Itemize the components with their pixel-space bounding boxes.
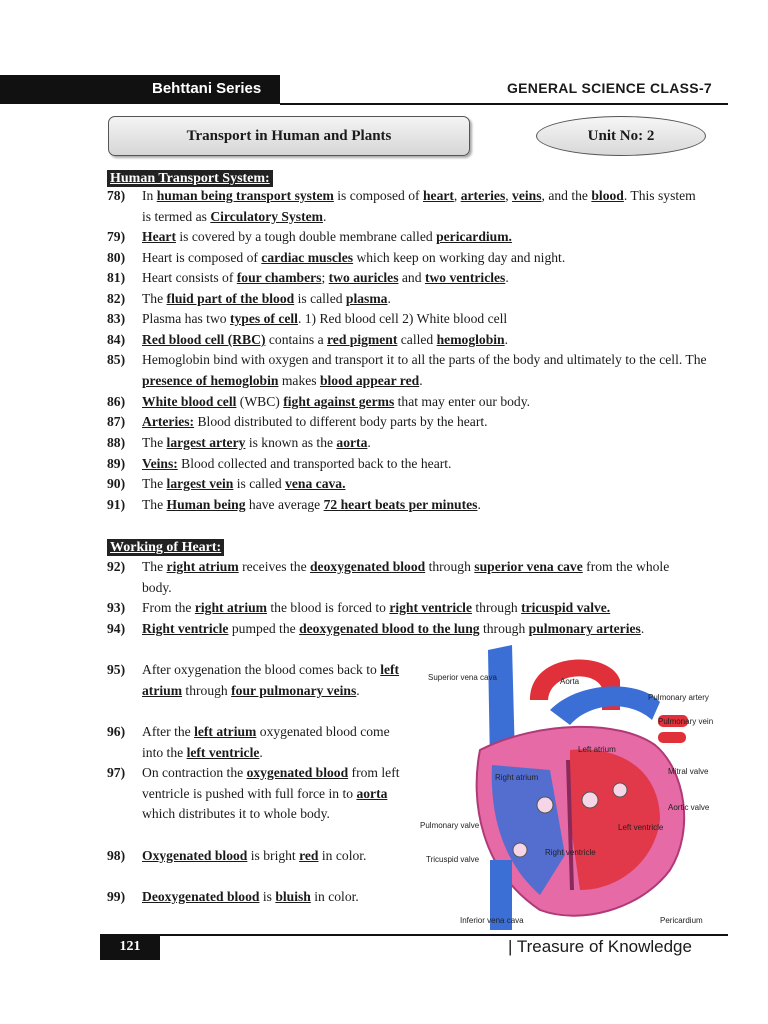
- item-text: [142, 887, 407, 908]
- key-term: 72 heart beats per minutes: [323, 497, 478, 512]
- mitral-valve-shape: [613, 783, 627, 797]
- key-term: oxygenated blood: [246, 765, 349, 780]
- item-text: [142, 660, 407, 701]
- text-segment: The: [142, 435, 167, 450]
- text-segment: The: [142, 476, 167, 491]
- list-item: [107, 289, 707, 310]
- text-segment: contains a: [265, 332, 328, 347]
- key-term: cardiac muscles: [261, 250, 354, 265]
- book-title: | Treasure of Knowledge: [508, 937, 692, 956]
- key-term: Oxygenated blood: [142, 848, 248, 863]
- section-heading-working-heart: Working of Heart:: [107, 539, 224, 556]
- key-term: aorta: [336, 435, 368, 450]
- key-term: blood: [591, 188, 624, 203]
- text-segment: In: [142, 188, 157, 203]
- text-segment: is composed of: [333, 188, 423, 203]
- key-term: Human being: [166, 497, 246, 512]
- key-term: right atrium: [194, 600, 267, 615]
- item-text: [142, 557, 687, 598]
- key-term: two auricles: [328, 270, 399, 285]
- text-segment: .: [640, 621, 645, 636]
- item-number: 81): [107, 270, 126, 285]
- item-number: 94): [107, 621, 126, 636]
- text-segment: (WBC): [236, 394, 284, 409]
- text-segment: have average: [245, 497, 324, 512]
- key-term: four pulmonary veins: [231, 682, 357, 698]
- list-item: [107, 557, 687, 598]
- pulmonary-vein-shape: [658, 732, 686, 743]
- text-segment: through: [479, 621, 529, 636]
- text-segment: .: [505, 270, 509, 285]
- key-term: four chambers: [236, 270, 322, 285]
- key-term: Deoxygenated blood: [142, 889, 260, 904]
- text-segment: .: [259, 744, 263, 760]
- list-item: [107, 330, 707, 351]
- text-segment: ;: [321, 270, 329, 285]
- text-segment: ,: [453, 188, 461, 203]
- item-number: 85): [107, 352, 126, 367]
- list-item: [107, 350, 707, 391]
- key-term: right atrium: [166, 559, 239, 574]
- item-text: [142, 392, 707, 413]
- text-segment: through: [472, 600, 522, 615]
- key-term: Veins:: [142, 456, 178, 471]
- key-term: White blood cell: [142, 394, 237, 409]
- text-segment: Blood collected and transported back to the heart.: [177, 456, 452, 471]
- heart-diagram: [420, 640, 720, 930]
- label-pulmonary-valve: Pulmonary valve: [420, 821, 480, 830]
- class-title: GENERAL SCIENCE CLASS-7: [506, 80, 712, 96]
- label-superior-vena-cava: Superior vena cava: [428, 673, 497, 682]
- text-segment: .: [504, 332, 509, 347]
- item-text: [142, 619, 697, 640]
- item-number: 95): [107, 662, 126, 677]
- text-segment: Heart consists of: [142, 270, 237, 285]
- text-segment: from left ventricle is pushed with full force in to: [142, 765, 400, 801]
- chapter-title: Transport in Human and Plants: [108, 116, 470, 156]
- item-number: 84): [107, 332, 126, 347]
- text-segment: is called: [233, 476, 286, 491]
- item-text: [142, 722, 407, 763]
- item-text: [142, 474, 707, 495]
- item-number: 98): [107, 848, 126, 863]
- item-text: [142, 289, 707, 310]
- text-segment: is bright: [247, 848, 300, 863]
- text-segment: The: [142, 559, 167, 574]
- text-segment: .: [477, 497, 481, 512]
- key-term: Circulatory System: [210, 208, 323, 224]
- text-segment: and: [398, 270, 425, 285]
- list-item: [107, 660, 407, 701]
- text-segment: .: [419, 372, 423, 388]
- item-number: 87): [107, 414, 126, 429]
- text-segment: from the whole body.: [142, 559, 670, 595]
- key-term: Heart: [142, 229, 176, 244]
- key-term: red pigment: [327, 332, 398, 347]
- text-segment: The: [142, 497, 167, 512]
- item-number: 90): [107, 476, 126, 491]
- list-item: [107, 268, 707, 289]
- key-term: left ventricle: [186, 744, 260, 760]
- text-segment: called: [397, 332, 437, 347]
- text-segment: through: [182, 682, 232, 698]
- series-title: Behttani Series: [152, 80, 262, 97]
- item-number: 91): [107, 497, 126, 512]
- pulmonary-artery-shape: [550, 686, 660, 725]
- text-segment: .: [322, 208, 327, 224]
- item-text: [142, 763, 407, 825]
- item-number: 93): [107, 600, 126, 615]
- list-item: [107, 412, 707, 433]
- key-term: veins: [512, 188, 542, 203]
- item-number: 92): [107, 559, 126, 574]
- list-item: [107, 309, 707, 330]
- label-inferior-vena-cava: Inferior vena cava: [460, 916, 524, 925]
- text-segment: , and the: [541, 188, 592, 203]
- item-number: 78): [107, 188, 126, 203]
- tricuspid-valve-shape: [513, 843, 527, 857]
- key-term: fight against germs: [283, 394, 395, 409]
- key-term: aorta: [356, 785, 388, 801]
- item-text: [142, 598, 717, 619]
- key-term: left atrium: [194, 724, 257, 739]
- list-item: [107, 598, 717, 619]
- label-left-ventricle: Left ventricle: [618, 823, 664, 832]
- key-term: pulmonary arteries: [528, 621, 641, 636]
- key-term: heart: [422, 188, 454, 203]
- label-right-ventricle: Right ventricle: [545, 848, 596, 857]
- item-number: 83): [107, 311, 126, 326]
- item-text: [142, 412, 707, 433]
- text-segment: oxygenated blood come into the: [142, 724, 390, 760]
- text-segment: that may enter our body.: [394, 394, 531, 409]
- list-item: [107, 186, 707, 227]
- item-number: 96): [107, 724, 126, 739]
- key-term: fluid part of the blood: [166, 291, 295, 306]
- label-aortic-valve: Aortic valve: [668, 803, 710, 812]
- section-heading-human-transport: Human Transport System:: [107, 170, 273, 187]
- text-segment: which keep on working day and night.: [353, 250, 566, 265]
- item-text: [142, 309, 707, 330]
- key-term: presence of hemoglobin: [142, 372, 279, 388]
- item-number: 89): [107, 456, 126, 471]
- list-item: [107, 887, 407, 908]
- aortic-valve-shape: [582, 792, 598, 808]
- text-segment: is called: [294, 291, 346, 306]
- text-segment: .: [356, 682, 360, 698]
- key-term: vena cava.: [285, 476, 346, 491]
- text-segment: From the: [142, 600, 195, 615]
- key-term: bluish: [275, 889, 311, 904]
- key-term: hemoglobin: [436, 332, 505, 347]
- item-text: [142, 454, 707, 475]
- key-term: right ventricle: [389, 600, 472, 615]
- text-segment: . 1) Red blood cell 2) White blood cell: [297, 311, 508, 326]
- key-term: Red blood cell (RBC): [142, 332, 266, 347]
- text-segment: After oxygenation the blood comes back to: [142, 662, 381, 677]
- label-pulmonary-vein: Pulmonary vein: [658, 717, 714, 726]
- text-segment: Blood distributed to different body parts by the heart.: [194, 414, 488, 429]
- text-segment: Heart is composed of: [142, 250, 262, 265]
- label-pulmonary-artery: Pulmonary artery: [648, 693, 709, 702]
- label-right-atrium: Right atrium: [495, 773, 539, 782]
- text-segment: is covered by a tough double membrane called: [175, 229, 437, 244]
- text-segment: is: [259, 889, 276, 904]
- item-text: [142, 248, 707, 269]
- text-segment: through: [425, 559, 475, 574]
- item-text: [142, 495, 707, 516]
- text-segment: .: [367, 435, 371, 450]
- label-aorta: Aorta: [560, 677, 580, 686]
- item-number: 79): [107, 229, 126, 244]
- item-text: [142, 433, 707, 454]
- header-rule: [280, 103, 728, 105]
- text-segment: On contraction the: [142, 765, 247, 780]
- list-item: [107, 454, 707, 475]
- text-segment: receives the: [238, 559, 310, 574]
- text-segment: .: [387, 291, 391, 306]
- key-term: arteries: [460, 188, 506, 203]
- key-term: superior vena cave: [474, 559, 583, 574]
- key-term: deoxygenated blood to the lung: [299, 621, 480, 636]
- key-term: Arteries:: [142, 414, 195, 429]
- key-term: plasma: [345, 291, 388, 306]
- key-term: blood appear red: [319, 372, 420, 388]
- label-left-atrium: Left atrium: [578, 745, 616, 754]
- page-number: 121: [100, 934, 160, 960]
- item-number: 88): [107, 435, 126, 450]
- list-item: [107, 248, 707, 269]
- list-item: [107, 433, 707, 454]
- list-item: [107, 722, 407, 763]
- text-segment: After the: [142, 724, 195, 739]
- item-number: 97): [107, 765, 126, 780]
- text-segment: makes: [278, 372, 320, 388]
- list-item: [107, 763, 407, 825]
- item-text: [142, 227, 707, 248]
- text-segment: Hemoglobin bind with oxygen and transport it to all the parts of the body and ultimately to the cell. The: [142, 352, 707, 367]
- list-item: [107, 392, 707, 413]
- text-segment: . This system is termed as: [142, 188, 696, 224]
- label-tricuspid-valve: Tricuspid valve: [426, 855, 480, 864]
- key-term: largest artery: [166, 435, 246, 450]
- key-term: deoxygenated blood: [310, 559, 426, 574]
- item-number: 86): [107, 394, 126, 409]
- key-term: Right ventricle: [142, 621, 229, 636]
- list-item: [107, 619, 697, 640]
- key-term: two ventricles: [424, 270, 506, 285]
- unit-number: Unit No: 2: [536, 116, 706, 156]
- text-segment: pumped the: [228, 621, 300, 636]
- item-text: [142, 186, 707, 227]
- key-term: largest vein: [166, 476, 234, 491]
- key-term: tricuspid valve.: [521, 600, 611, 615]
- list-item: [107, 495, 707, 516]
- text-segment: is known as the: [245, 435, 337, 450]
- item-text: [142, 330, 707, 351]
- item-text: [142, 846, 407, 867]
- text-segment: in color.: [318, 848, 367, 863]
- text-segment: in color.: [310, 889, 359, 904]
- key-term: types of cell: [229, 311, 298, 326]
- text-segment: Plasma has two: [142, 311, 230, 326]
- list-item: [107, 846, 407, 867]
- key-term: pericardium.: [436, 229, 512, 244]
- item-number: 99): [107, 889, 126, 904]
- list-item: [107, 227, 707, 248]
- item-text: [142, 268, 707, 289]
- footer-rule: [160, 934, 728, 936]
- key-term: left atrium: [142, 662, 400, 698]
- key-term: human being transport system: [156, 188, 334, 203]
- pulmonary-valve-shape: [537, 797, 553, 813]
- text-segment: which distributes it to whole body.: [142, 806, 330, 821]
- text-segment: The: [142, 291, 167, 306]
- item-text: [142, 350, 707, 391]
- key-term: red: [299, 848, 319, 863]
- label-mitral-valve: Mitral valve: [668, 767, 709, 776]
- label-pericardium: Pericardium: [660, 916, 703, 925]
- list-item: [107, 474, 707, 495]
- item-number: 80): [107, 250, 126, 265]
- item-number: 82): [107, 291, 126, 306]
- text-segment: ,: [505, 188, 513, 203]
- text-segment: the blood is forced to: [267, 600, 390, 615]
